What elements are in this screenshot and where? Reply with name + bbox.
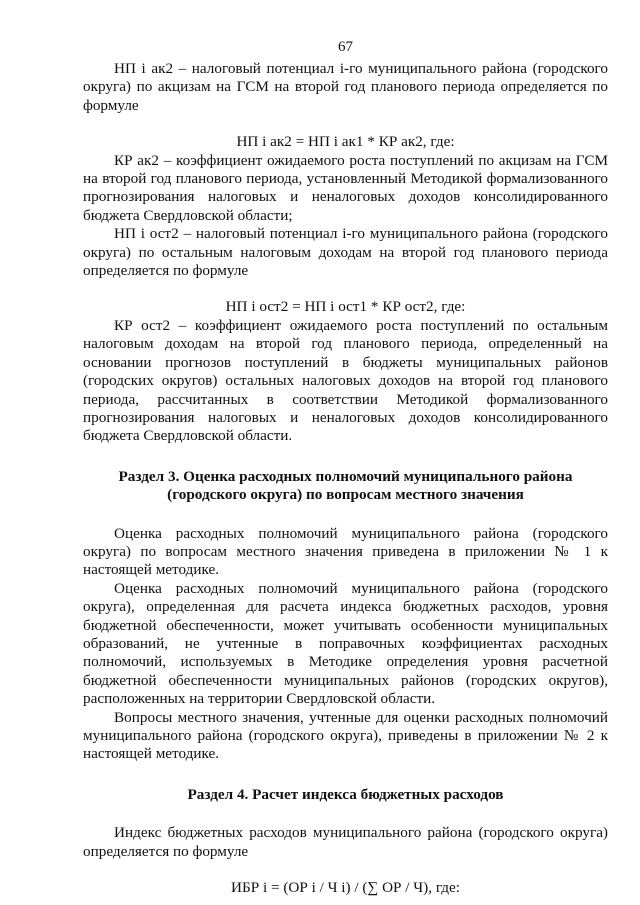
paragraph-np-ost2: НП i ост2 – налоговый потенциал i-го муниципального района (городского округа) по остальным налоговым доходам на второй год планового периода определяется по формуле: [83, 225, 608, 280]
paragraph-local-issues: Вопросы местного значения, учтенные для оценки расходных полномочий муниципального района (городского округа), приведены в приложении № 2 к настоящей методике.: [83, 708, 608, 763]
paragraph-assessment-details: Оценка расходных полномочий муниципального района (городского округа), определенная для расчета индекса бюджетных расходов, уровня бюджетной обеспеченности, может учитывать особенности муниципальных образований, не учтенные в поправочных коэффициентах расходных полномочий, используемых в Методике определения уровня расчетной бюджетной обеспеченности муниципальных районов (городских округов), расположенных на территории Свердловской области.: [83, 579, 608, 708]
paragraph-assessment: Оценка расходных полномочий муниципального района (городского округа) по вопросам местного значения приведена в приложении № 1 к настоящей методике.: [83, 524, 608, 579]
formula-ibr: ИБР i = (ОР i / Ч i) / (∑ ОР / Ч), где:: [231, 879, 460, 897]
section-3-heading-line-2: (городского округа) по вопросам местного значения: [167, 486, 524, 504]
paragraph-kr-ak2: КР ак2 – коэффициент ожидаемого роста поступлений по акцизам на ГСМ на второй год планового периода, установленный Методикой формализованного прогнозирования налоговых и неналоговых доходов консолидированного бюджета Свердловской области;: [83, 151, 608, 224]
paragraph-ibr: Индекс бюджетных расходов муниципального района (городского округа) определяется по формуле: [83, 824, 608, 860]
page-number: 67: [338, 39, 353, 55]
section-3-heading-line-1: Раздел 3. Оценка расходных полномочий муниципального района: [118, 467, 573, 485]
section-4-heading: Раздел 4. Расчет индекса бюджетных расходов: [187, 785, 504, 803]
formula-np-ak2: НП i ак2 = НП i ак1 * КР ак2, где:: [236, 133, 455, 151]
paragraph-np-ak2: НП i ак2 – налоговый потенциал i-го муниципального района (городского округа) по акцизам на ГСМ на второй год планового периода определяется по формуле: [83, 60, 608, 114]
formula-np-ost2: НП i ост2 = НП i ост1 * КР ост2, где:: [225, 298, 466, 316]
paragraph-kr-ost2: КР ост2 – коэффициент ожидаемого роста поступлений по остальным налоговым доходам на второй год планового периода, определенный на основании прогнозов поступлений в бюджеты муниципальных районов (городских округов) остальных налоговых доходов на второй год планового периода, рассчитанных в соответствии Методикой формализованного прогнозирования налоговых и неналоговых доходов консолидированного бюджета Свердловской области.: [83, 316, 608, 445]
